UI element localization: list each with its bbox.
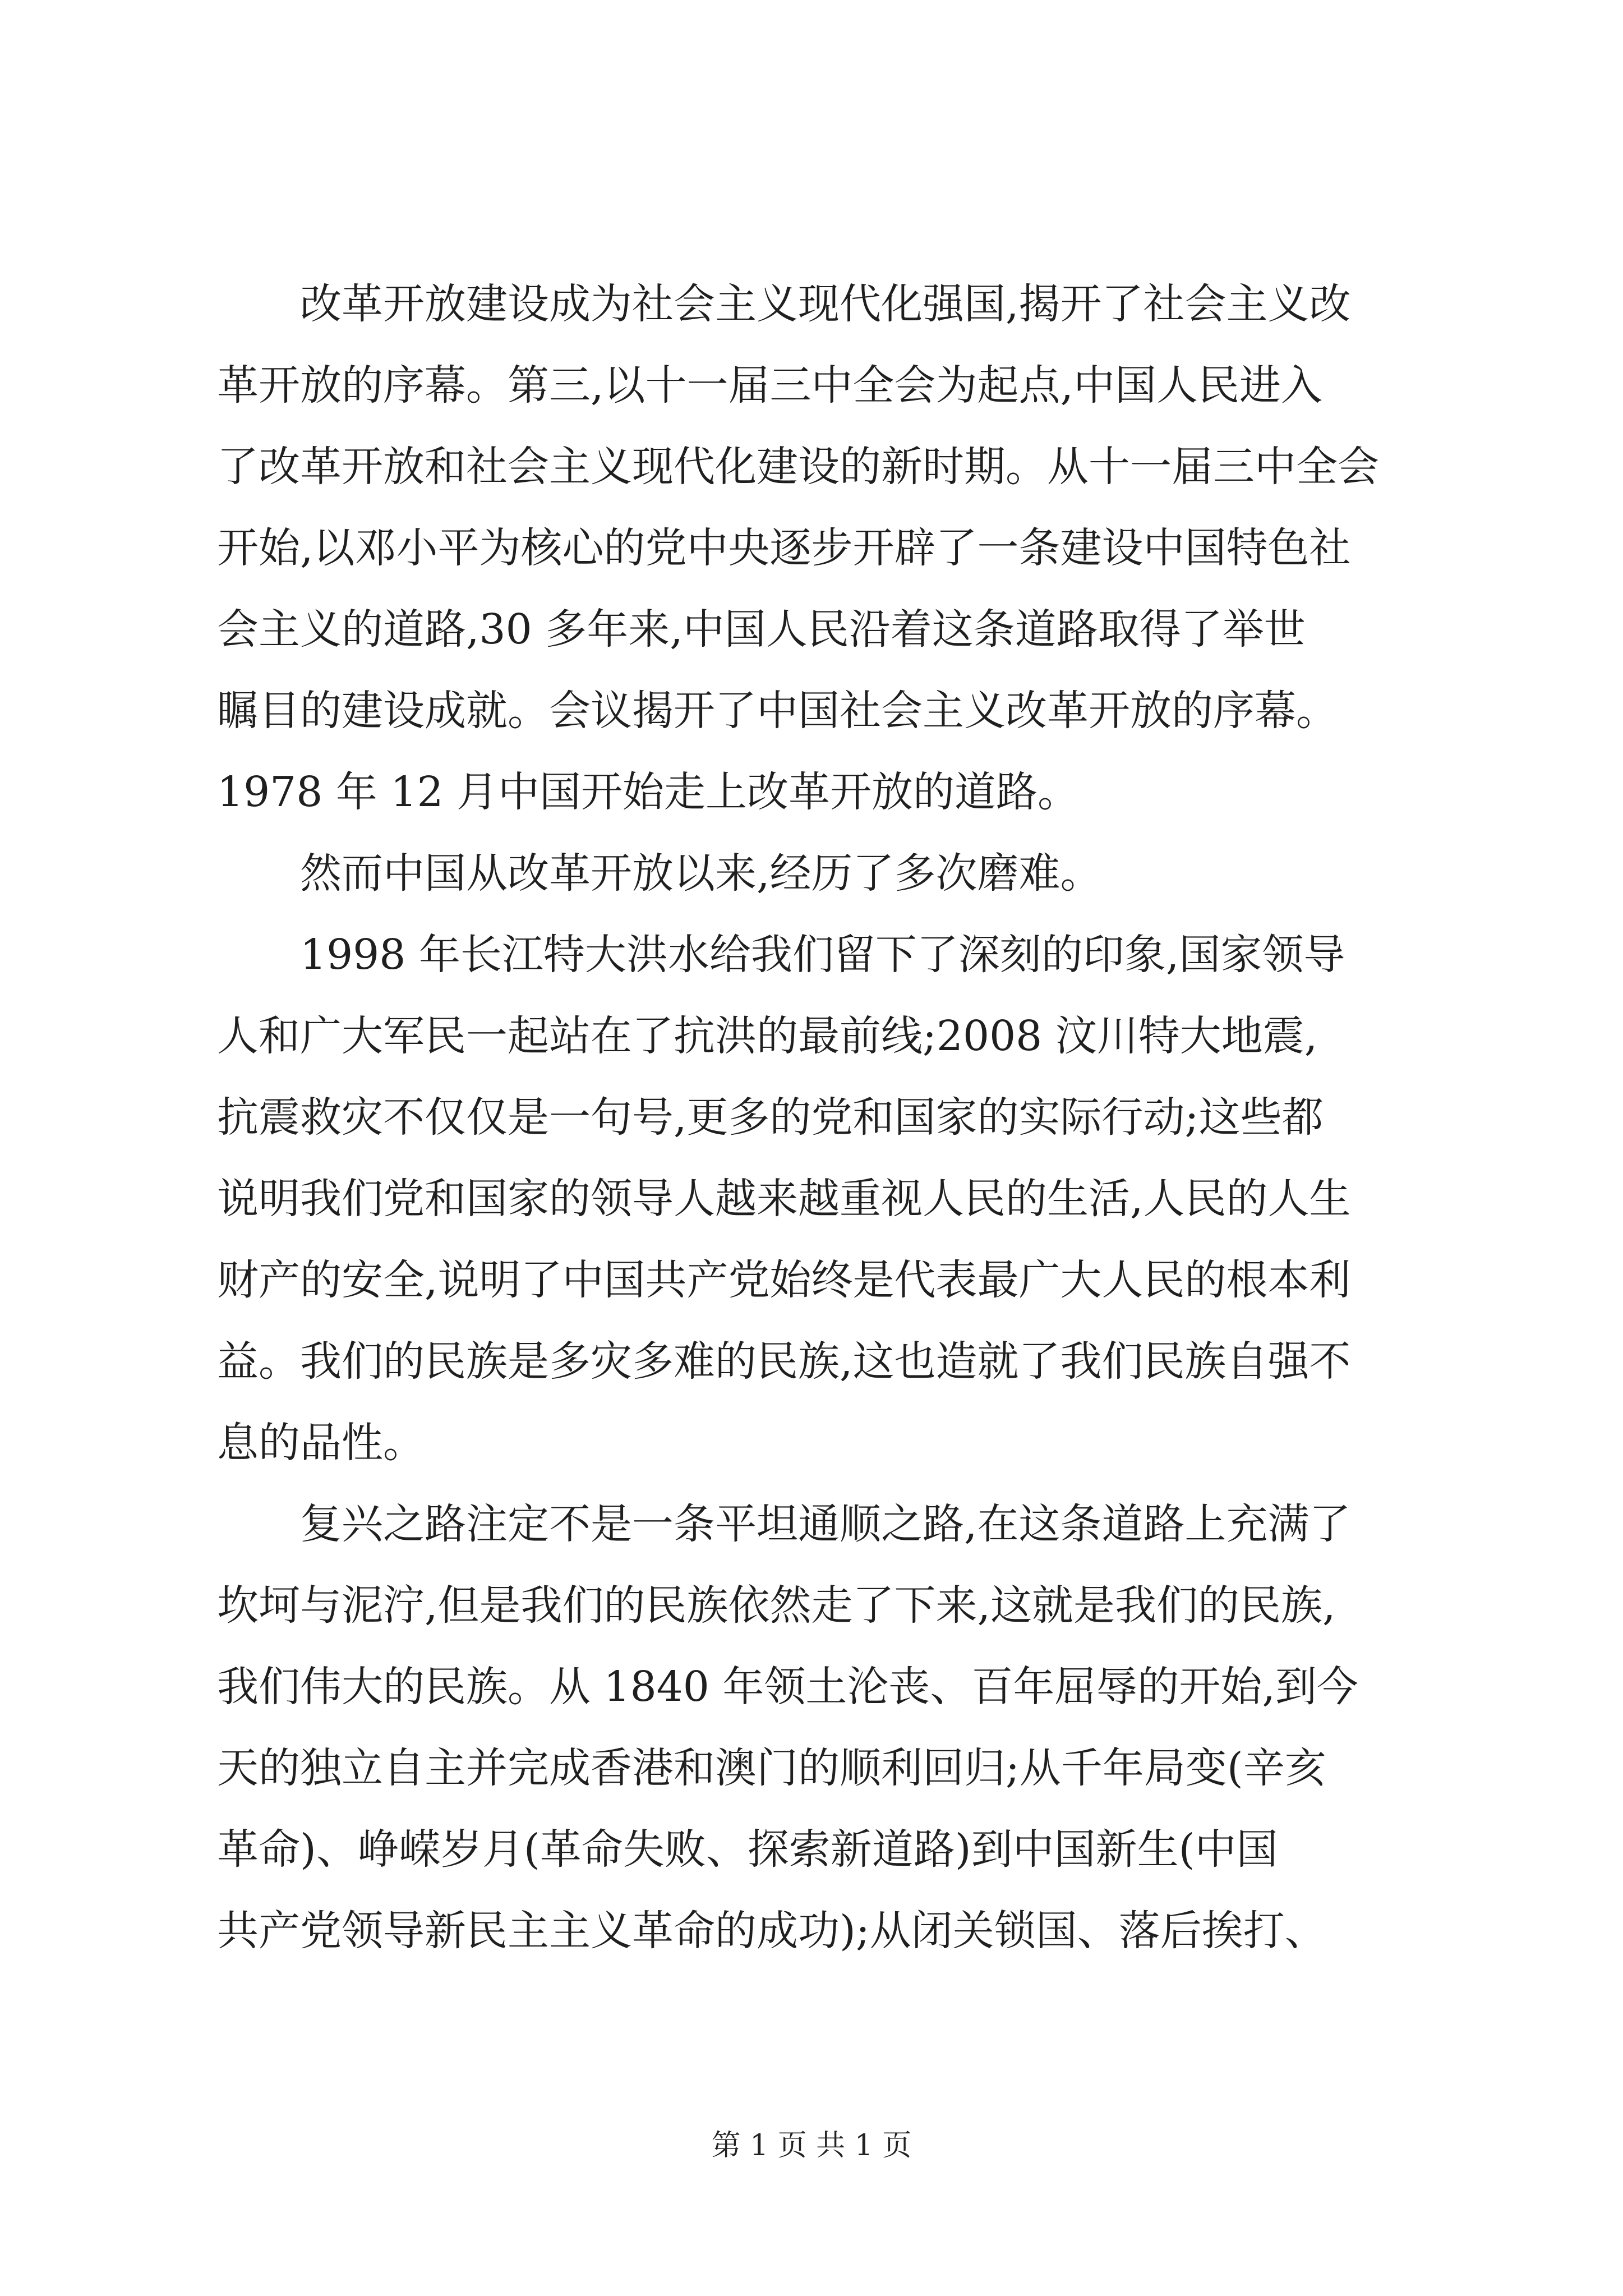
text-line: 人和广大军民一起站在了抗洪的最前线;2008 汶川特大地震,: [217, 1012, 1318, 1060]
text-line: 我们伟大的民族。从 1840 年领土沦丧、百年屈辱的开始,到今: [217, 1663, 1358, 1711]
text-line: 息的品性。: [217, 1419, 425, 1467]
text-line: 1978 年 12 月中国开始走上改革开放的道路。: [217, 768, 1080, 816]
text-line: 复兴之路注定不是一条平坦通顺之路,在这条道路上充满了: [300, 1500, 1351, 1548]
text-line: 说明我们党和国家的领导人越来越重视人民的生活,人民的人生: [217, 1175, 1351, 1223]
text-line: 革命)、峥嵘岁月(革命失败、探索新道路)到中国新生(中国: [217, 1825, 1278, 1874]
text-line: 天的独立自主并完成香港和澳门的顺利回归;从千年局变(辛亥: [217, 1744, 1326, 1792]
text-line: 1998 年长江特大洪水给我们留下了深刻的印象,国家领导: [300, 931, 1345, 979]
text-line: 开始,以邓小平为核心的党中央逐步开辟了一条建设中国特色社: [217, 524, 1351, 572]
text-line: 会主义的道路,30 多年来,中国人民沿着这条道路取得了举世: [217, 605, 1306, 654]
text-line: 抗震救灾不仅仅是一句号,更多的党和国家的实际行动;这些都: [217, 1093, 1324, 1142]
text-line: 益。我们的民族是多灾多难的民族,这也造就了我们民族自强不: [217, 1337, 1351, 1386]
page-footer: 第 1 页 共 1 页: [711, 2129, 912, 2162]
text-line: 坎坷与泥泞,但是我们的民族依然走了下来,这就是我们的民族,: [217, 1581, 1336, 1630]
text-line: 瞩目的建设成就。会议揭开了中国社会主义改革开放的序幕。: [217, 687, 1338, 735]
text-line: 改革开放建设成为社会主义现代化强国,揭开了社会主义改: [300, 280, 1351, 328]
text-line: 财产的安全,说明了中国共产党始终是代表最广大人民的根本利: [217, 1256, 1351, 1304]
text-line: 了改革开放和社会主义现代化建设的新时期。从十一届三中全会: [217, 443, 1379, 491]
text-line: 共产党领导新民主主义革命的成功);从闭关锁国、落后挨打、: [217, 1907, 1326, 1955]
text-line: 然而中国从改革开放以来,经历了多次磨难。: [300, 849, 1102, 898]
text-line: 革开放的序幕。第三,以十一届三中全会为起点,中国人民进入: [217, 361, 1323, 409]
